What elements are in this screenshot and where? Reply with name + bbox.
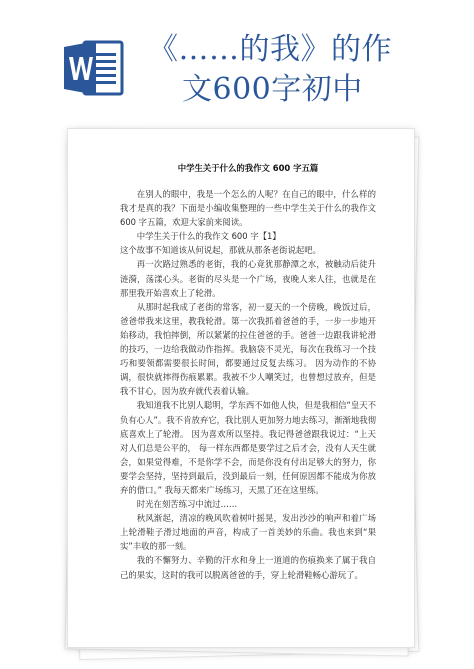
document-page bbox=[67, 128, 415, 648]
paragraph-intro: 在别人的眼中，我是一个怎么的人呢？在自己的眼中，什么样的我才是真的我？下面是小编收集整理的一些中学生关于什么的我作文600 字五篇，欢迎大家前来阅读。 bbox=[120, 189, 376, 228]
paragraph: 我知道我不比别人聪明，学东西不如他人快，但是我相信“皇天不负有心人”。我不肯放弃它，我比别人更加努力地去练习，渐渐地我彻底喜欢上了轮滑。 因为喜欢所以坚持。我记得爸爸跟我说过：“上天对人们总是公平的， 每一样东西都是要学过之后才会，没有人天生就会，如果觉得难，不是你学不会，而是你没有付出足够大的努力，你要学会坚持，坚持到最后，没到最后一刻，任何原因都不能成为你放弃的借口。” 我每天都来广场练习，天黑了还在这里练。 bbox=[120, 400, 376, 495]
paragraph: 从那时起我成了老街的常客，初一夏天的一个傍晚，晚饭过后，爸爸带我来这里，教我轮滑。第一次我抓着爸爸的手，一步一步地开始移动，我怕摔倒，所以紧紧的拉住爸爸的手。爸爸一边跟我讲轮滑的技巧，一边给我做动作指挥。我脑袋不灵光，每次在我练习一个技巧和要领都需要很长时间，都要通过反复去练习。 因为动作的不协调，很快就摔得伤痕累累。我被不少人嘲笑过，也曾想过放弃，但是我不甘心，因为放弃就代表着认输。 bbox=[120, 301, 376, 397]
banner-title-line-2: 文600字初中 bbox=[182, 72, 363, 107]
document-preview bbox=[67, 128, 417, 656]
section-heading: 中学生关于什么的我作文 600 字【1】 bbox=[136, 231, 281, 242]
banner bbox=[0, 0, 474, 130]
document-body bbox=[120, 187, 376, 582]
paragraph: 秋风渐起，清凉的晚风吹着树叶摇晃，发出沙沙的响声和着广场上轮滑鞋子滑过地面的声音，构成了一首美妙的乐曲。我也来到“果实”丰收的那一刻。 bbox=[120, 513, 376, 552]
paragraph: 时光在刻苦练习中流过…… bbox=[136, 499, 238, 510]
paragraph: 这个故事不知道该从何说起，那就从那条老街说起吧。 bbox=[120, 245, 321, 256]
banner-title-line-1: 《……的我》的作 bbox=[148, 32, 392, 67]
document-title: 中学生关于什么的我作文 600 字五篇 bbox=[177, 163, 319, 173]
paragraph: 我的不懈努力、辛勤的汗水和身上一道道的伤痕换来了属于我自己的果实，这时的我可以脱离爸爸的手，穿上轮滑鞋畅心游玩了。 bbox=[120, 555, 376, 580]
paragraph: 再一次路过熟悉的老街，我的心竟犹那静潭之水，被触动后徒升涟漪，荡漾心头。老街的尽头是一个广场，夜晚人来人往，也就是在那里我开始喜欢上了轮滑。 bbox=[120, 259, 376, 298]
banner-title bbox=[138, 30, 468, 110]
word-document-icon bbox=[62, 36, 126, 100]
